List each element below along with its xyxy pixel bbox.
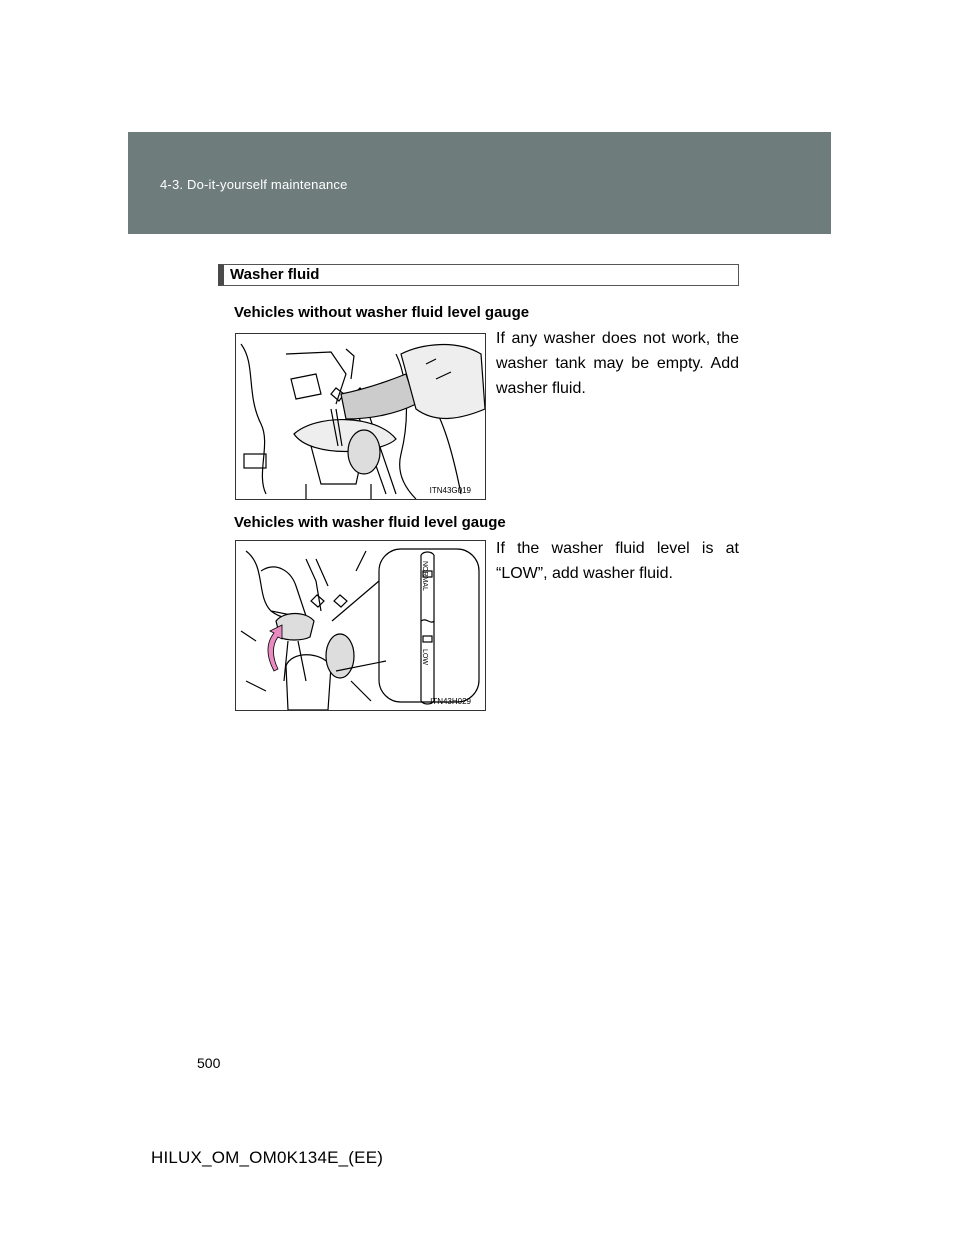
chapter-title: 4-3. Do-it-yourself maintenance xyxy=(160,177,348,192)
figure-code: ITN43H029 xyxy=(430,697,471,706)
subheading-with-gauge: Vehicles with washer fluid level gauge xyxy=(234,514,506,531)
instruction-text-without-gauge: If any washer does not work, the washer tank may be empty. Add washer fluid. xyxy=(496,330,739,397)
page-number: 500 xyxy=(197,1055,221,1071)
footer-document-code: HILUX_OM_OM0K134E_(EE) xyxy=(151,1148,384,1167)
instruction-text-with-gauge: If the washer fluid level is at “LOW”, add washer fluid. xyxy=(496,540,739,582)
gauge-label-normal: NORMAL xyxy=(421,561,428,591)
gauge-illustration xyxy=(236,541,485,710)
subheading-without-gauge: Vehicles without washer fluid level gauge xyxy=(234,304,530,321)
section-title: Washer fluid xyxy=(218,264,739,286)
arrow-icon xyxy=(268,625,282,671)
chapter-header-band xyxy=(128,132,831,234)
figure-washer-level-gauge xyxy=(235,540,486,711)
figure-add-washer-fluid-funnel xyxy=(235,333,486,500)
funnel-illustration xyxy=(236,334,485,499)
figure-code: ITN43G019 xyxy=(429,486,471,495)
gauge-label-low: LOW xyxy=(421,649,428,665)
